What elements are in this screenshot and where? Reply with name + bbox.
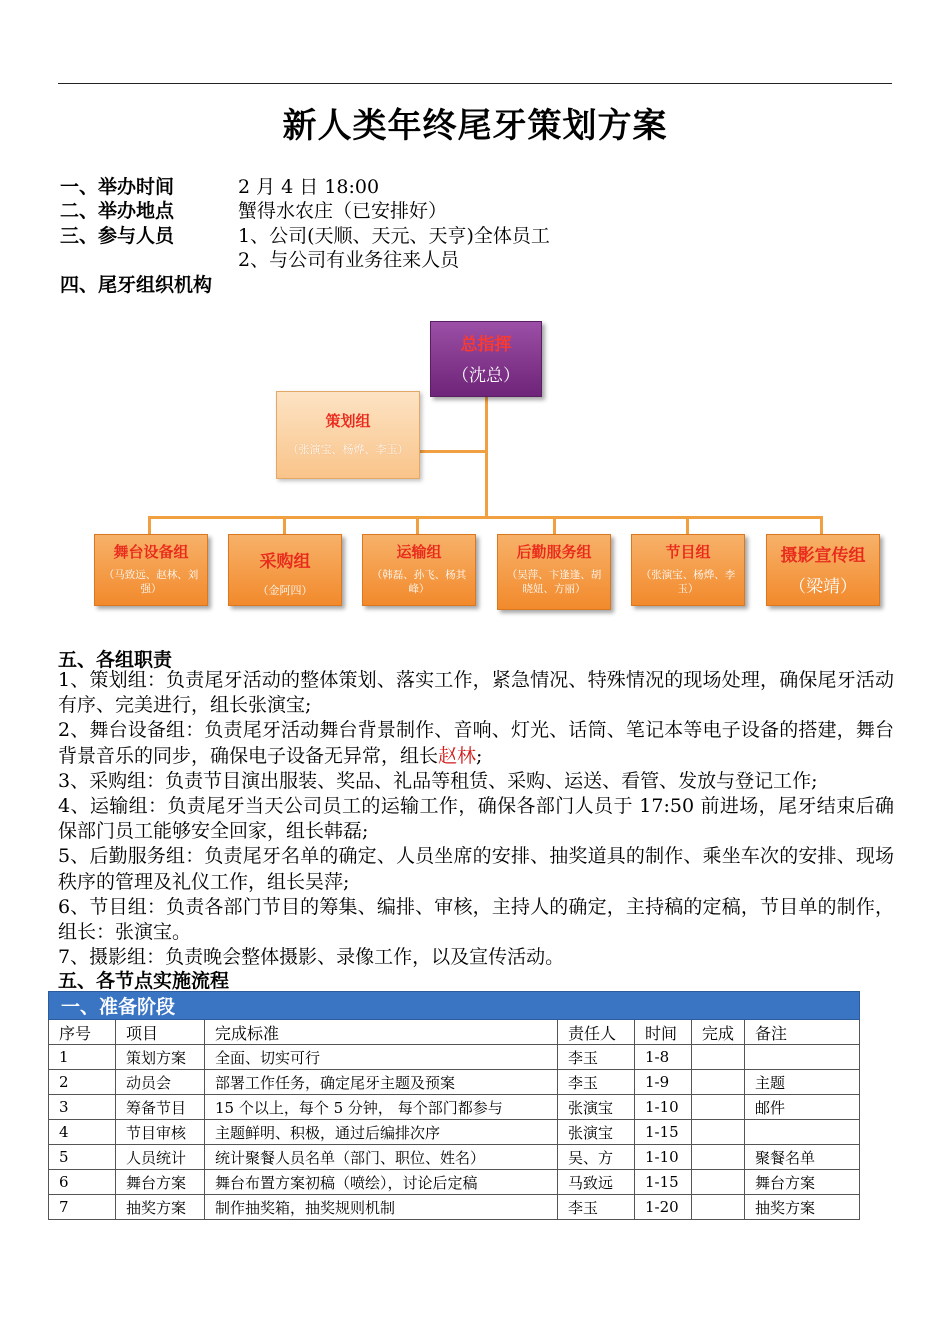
cell-standard: 制作抽奖箱，抽奖规则机制 (205, 1195, 558, 1220)
planning-members: （张演宝、杨烨、李玉） (287, 443, 409, 456)
cell-no: 4 (49, 1120, 116, 1145)
chief-name: 总指挥 (460, 335, 512, 355)
duty-stage-end: ; (476, 744, 483, 767)
table-row (49, 1095, 860, 1120)
cell-no: 1 (49, 1045, 116, 1070)
cell-standard: 统计聚餐人员名单（部门、职位、姓名） (205, 1145, 558, 1170)
cell-done (692, 1145, 745, 1170)
col-owner: 责任人 (558, 1020, 635, 1045)
cell-owner: 李玉 (558, 1070, 635, 1095)
page-title: 新人类年终尾牙策划方案 (282, 106, 668, 146)
time-value: 2 月 4 日 18:00 (238, 176, 380, 198)
table-row (49, 1170, 860, 1195)
place-value: 蟹得水农庄（已安排好） (238, 200, 448, 222)
cell-standard: 主题鲜明、积极，通过后编排次序 (205, 1120, 558, 1145)
cell-no: 6 (49, 1170, 116, 1195)
cell-standard: 舞台布置方案初稿（喷绘），讨论后定稿 (205, 1170, 558, 1195)
cell-time: 1-10 (635, 1145, 692, 1170)
org-group-stage (94, 534, 208, 606)
duty-transport: 4、运输组：负责尾牙当天公司员工的运输工作，确保各部门人员于 17:50 前进场，尾牙结束后确保部门员工能够安全回家，组长韩磊; (58, 795, 894, 843)
cell-time: 1-20 (635, 1195, 692, 1220)
connector-g3 (416, 516, 419, 534)
cell-owner: 张演宝 (558, 1120, 635, 1145)
connector-trunk (485, 396, 488, 518)
connector-g4 (553, 516, 556, 534)
connector-bus (148, 516, 823, 519)
table-row (49, 1070, 860, 1095)
cell-done (692, 1070, 745, 1095)
cell-done (692, 1095, 745, 1120)
cell-note (745, 1045, 860, 1070)
group-transport-members: （韩磊、孙飞、杨其峰） (371, 569, 467, 595)
duty-stage-text: 2、舞台设备组：负责尾牙活动舞台背景制作、音响、灯光、话筒、笔记本等电子设备的搭建，舞台背景音乐的同步，确保电子设备无异常，组长 (58, 719, 894, 767)
org-heading: 四、尾牙组织机构 (60, 274, 213, 296)
cell-done (692, 1195, 745, 1220)
people-value-2: 2、与公司有业务往来人员 (238, 249, 460, 271)
people-value-1: 1、公司(天顺、天元、天亨)全体员工 (238, 225, 550, 247)
cell-no: 3 (49, 1095, 116, 1120)
cell-note: 邮件 (745, 1095, 860, 1120)
cell-note: 聚餐名单 (745, 1145, 860, 1170)
cell-time: 1-9 (635, 1070, 692, 1095)
cell-standard: 15 个以上，每个 5 分钟， 每个部门都参与 (205, 1095, 558, 1120)
cell-owner: 张演宝 (558, 1095, 635, 1120)
col-done: 完成 (692, 1020, 745, 1045)
cell-note: 抽奖方案 (745, 1195, 860, 1220)
cell-item: 抽奖方案 (116, 1195, 205, 1220)
cell-item: 动员会 (116, 1070, 205, 1095)
cell-time: 1-15 (635, 1170, 692, 1195)
org-group-logistics (497, 534, 611, 610)
group-purchase-members: （金阿四） (257, 584, 313, 597)
cell-item: 策划方案 (116, 1045, 205, 1070)
org-group-purchase (228, 534, 342, 606)
cell-item: 筹备节目 (116, 1095, 205, 1120)
group-logistics-members: （吴萍、卞逢逢、胡晓妞、方丽） (506, 569, 602, 595)
col-no: 序号 (49, 1020, 116, 1045)
duty-stage (58, 718, 894, 768)
cell-no: 2 (49, 1070, 116, 1095)
group-purchase-name: 采购组 (259, 552, 311, 572)
cell-owner: 马致远 (558, 1170, 635, 1195)
duty-program: 6、节目组：负责各部门节目的筹集、编排、审核，主持人的确定，主持稿的定稿，节目单的制作，组长：张演宝。 (58, 895, 894, 944)
duty-stage-leader: 赵林 (438, 744, 477, 767)
group-program-members: （张演宝、杨烨、李玉） (640, 569, 736, 595)
col-note: 备注 (745, 1020, 860, 1045)
duty-photo: 7、摄影组：负责晚会整体摄影、录像工作，以及宣传活动。 (58, 946, 565, 969)
cell-standard: 部署工作任务，确定尾牙主题及预案 (205, 1070, 558, 1095)
group-logistics-name: 后勤服务组 (516, 543, 592, 561)
cell-done (692, 1045, 745, 1070)
duty-planning: 1、策划组：负责尾牙活动的整体策划、落实工作，紧急情况、特殊情况的现场处理，确保尾牙活动有序、完美进行，组长张演宝; (58, 669, 894, 717)
duties-list (58, 668, 894, 970)
connector-g2 (283, 516, 286, 534)
people-label: 三、参与人员 (60, 225, 175, 247)
prep-table (48, 991, 860, 1220)
time-label: 一、举办时间 (60, 176, 175, 198)
cell-item: 人员统计 (116, 1145, 205, 1170)
table-row (49, 1120, 860, 1145)
group-stage-members: （马致远、赵林、刘强） (103, 569, 199, 595)
table-row (49, 1195, 860, 1220)
group-photo-name: 摄影宣传组 (780, 546, 866, 566)
connector-g6 (820, 516, 823, 534)
cell-no: 5 (49, 1145, 116, 1170)
col-time: 时间 (635, 1020, 692, 1045)
flow-heading: 五、各节点实施流程 (58, 970, 230, 992)
duty-purchase: 3、采购组：负责节目演出服装、奖品、礼品等租赁、采购、运送、看管、发放与登记工作; (58, 769, 818, 792)
place-label: 二、举办地点 (60, 200, 175, 222)
cell-owner: 李玉 (558, 1045, 635, 1070)
group-photo-members: （梁靖） (789, 577, 857, 597)
cell-time: 1-8 (635, 1045, 692, 1070)
cell-done (692, 1170, 745, 1195)
cell-done (692, 1120, 745, 1145)
connector-g1 (148, 516, 151, 534)
cell-item: 舞台方案 (116, 1170, 205, 1195)
planning-name: 策划组 (325, 412, 371, 430)
group-program-name: 节目组 (665, 543, 711, 561)
cell-note: 主题 (745, 1070, 860, 1095)
group-transport-name: 运输组 (396, 543, 442, 561)
org-planning (276, 391, 420, 479)
cell-owner: 李玉 (558, 1195, 635, 1220)
cell-owner: 吴、方 (558, 1145, 635, 1170)
duty-logistics: 5、后勤服务组：负责尾牙名单的确定、人员坐席的安排、抽奖道具的制作、乘坐车次的安排、现场秩序的管理及礼仪工作，组长吴萍; (58, 845, 894, 893)
org-chief (430, 321, 542, 397)
phase-title: 一、准备阶段 (49, 992, 860, 1020)
col-item: 项目 (116, 1020, 205, 1045)
org-group-program (631, 534, 745, 606)
table-row (49, 1045, 860, 1070)
cell-standard: 全面、切实可行 (205, 1045, 558, 1070)
org-group-photo (766, 534, 880, 606)
header-rule (58, 83, 892, 84)
cell-note: 舞台方案 (745, 1170, 860, 1195)
cell-no: 7 (49, 1195, 116, 1220)
cell-time: 1-10 (635, 1095, 692, 1120)
table-header-row (49, 1020, 860, 1045)
group-stage-name: 舞台设备组 (113, 543, 189, 561)
connector-g5 (686, 516, 689, 534)
duties-heading: 五、各组职责 (58, 649, 173, 671)
chief-member: （沈总） (452, 366, 520, 386)
connector-planning (418, 450, 486, 453)
cell-note (745, 1120, 860, 1145)
cell-item: 节目审核 (116, 1120, 205, 1145)
col-standard: 完成标准 (205, 1020, 558, 1045)
cell-time: 1-15 (635, 1120, 692, 1145)
table-row (49, 1145, 860, 1170)
org-group-transport (362, 534, 476, 606)
